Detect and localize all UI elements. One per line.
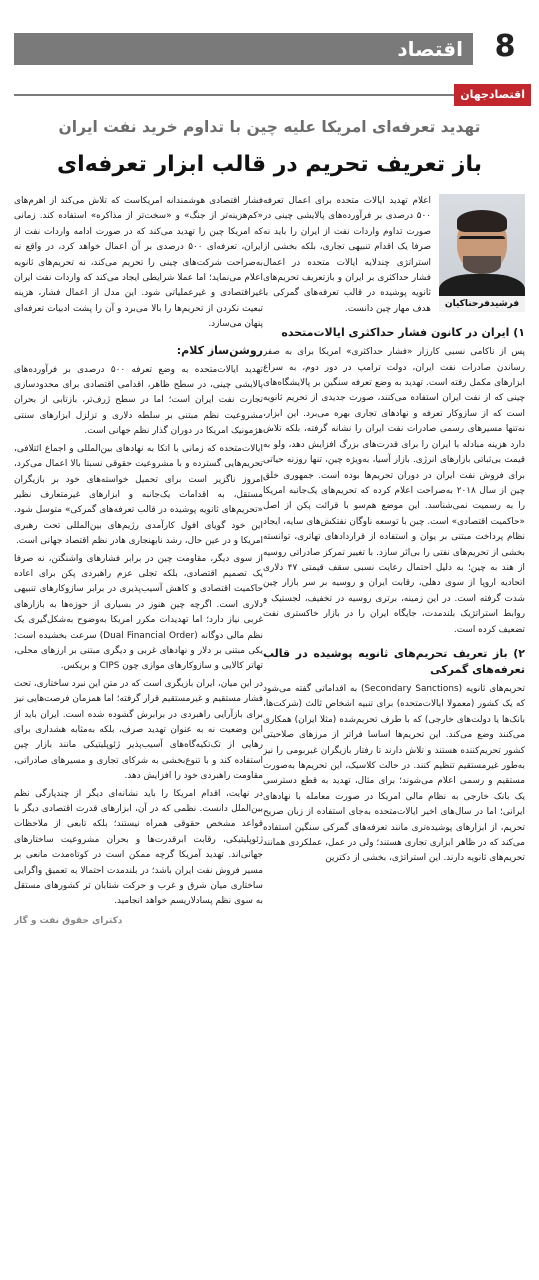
author-credential: دکترای حقوق نفت و گاز <box>14 915 123 926</box>
continued-paragraph: فشار اقتصادی هوشمندانه امریکاست که تلاش می‌کند از اهرم‌های «کم‌هزینه‌تر از جنگ» و «سخت‌تر از مذاکره» استفاده کند. زمانی که امریکا چین را تهدید می‌کند که در صورت ادامه واردات نفت از ایران، تعرفه‌ای ۵۰۰ درصدی بر آن اعمال خواهد کرد، در واقع نه به‌صراحت شرکت‌های چینی را تحریم می‌کند، نه تحریم‌های ثانویه اعلام می‌نماید؛ اما عملا شرایطی ایجاد می‌کند که واردات نفت ایران غیراقتصادی و غیرعملیاتی شود. این مدل از اعمال فشار، هزینه تبعیت نکردن از تحریم‌ها را بالا می‌برد و آن را پشت ادبیات تعرفه‌ای پنهان می‌سازد. <box>14 196 263 330</box>
author-beard <box>463 256 501 274</box>
page-header <box>14 22 531 72</box>
body-paragraph: در نهایت، اقدام امریکا را باید نشانه‌ای دیگر از چندپارگی نظم بین‌الملل دانست. نظمی که در آن، ابزارهای قدرت اقتصادی دیگر با قواعد مشخص حقوقی همراه نیستند؛ بلکه تابعی از ملاحظات ژئوپلیتیکی، رقابت ابرقدرت‌ها و بحران مشروعیت ساختارهای جهانی‌اند. تهدید آمریکا گرچه ممکن است در کوتاه‌مدت مانعی بر مسیر فروش نفت ایران باشد؛ در بلندمدت احتمالا به تعمیق واگرایی ساختاری میان شرق و غرب و حرکت شتابان تر کشورهای مستقل به سوی نظم پسادلاریسم خواهد انجامید. <box>14 788 263 907</box>
subheading-3: روشن‌ساز کلام: <box>176 343 263 357</box>
lede-paragraph: اعلام تهدید ایالات متحده برای اعمال تعرفه ۵۰۰ درصدی بر فرآورده‌های پالایشی چینی در صورت تداوم واردات نفت از ایران را باید نه صرفا یک اقدام تنبیهی تجاری، بلکه بخشی از استراتژی چندلایه ایالات متحده در اعمال فشار حداکثری بر ایران و بازتعریف تحریم‌های ثانویه پوشیده در قالب تعرفه‌های گمرکی با هدف مهار چین دانست. <box>263 196 431 314</box>
body-paragraph: تحریم‌های ثانویه (Secondary Sanctions) به اقداماتی گفته می‌شود که یک کشور (معمولا ایالات‌متحده) برای تنبیه اشخاص ثالث (شرکت‌ها، بانک‌ها یا دولت‌های خارجی) که با طرف تحریم‌شده (مثلا ایران) همکاری می‌کنند وضع می‌کند. این تحریم‌ها اساسا فراتر از مرزهای صلاحیتی کشور تحریم‌کننده هستند و تلاش دارند تا رفتار بازیگران غیربومی را نیز به‌طور غیرمستقیم تنظیم کنند. در حالت کلاسیک، این تحریم‌ها به‌صورت مستقیم و رسمی اعلام می‌شوند؛ برای مثال، تهدید به قطع دسترسی یک بانک خارجی به نظام مالی امریکا در صورت معامله با نهادهای ایرانی؛ اما در سال‌های اخیر ایالات‌متحده به‌جای استفاده از زبان صریح تحریم، از ابزارهای پوشیده‌تری مانند تعرفه‌های گمرکی سنگین استفاده می‌کند که در ظاهر ابزاری تجاری هستند؛ ولی در عمل، عملکردی همانند تحریم‌های ثانویه دارند. این استراتژی، بخشی از دکترین <box>263 683 525 864</box>
article-kicker: تهدید تعرفه‌ای امریکا علیه چین با تداوم خرید نفت ایران <box>58 118 481 136</box>
body-paragraph: پس از ناکامی نسبی کارزار «فشار حداکثری» امریکا برای به صفر رساندن صادرات نفت ایران، دولت ترامپ در دور دوم، به سراغ ابزارهای مکمل رفته است. تهدید به وضع تعرفه سنگین بر پالایشگاه‌های چینی که از نفت ایران استفاده می‌کنند، صورت جدیدی از تحریم ثانویه است که از سازوکار تعرفه و نهادهای تجاری بهره می‌برد. این ابزار، نه‌تنها مسیرهای رسمی صادرات نفت ایران را نشانه گرفته، بلکه تلاش دارد هزینه مبادله با ایران را برای قدرت‌های بزرگ افزایش دهد، ولو به قیمت بی‌ثباتی بازارهای انرژی. بازار آسیا، به‌ویژه چین، تنها روزنه حیاتی برای فروش نفت ایران در دوران تحریم‌ها بوده است. جمهوری خلق چین از سال ۲۰۱۸ به‌صراحت اعلام کرده که تحریم‌های یک‌جانبه امریکا را به رسمیت نمی‌شناسد. این موضع هم‌سو با قرائت پکن از اصل «حاکمیت اقتصادی» است. چین با توسعه ناوگان نفتکش‌های سایه، ایجاد نظام پرداخت مبتنی بر یوان و استفاده از قراردادهای تهاتری، توانسته بخشی از تحریم‌های نفتی را بی‌اثر سازد. با تغییر تمرکز صادراتی روسیه از هند به چین؛ به دلیل احتمال رعایت نسبی سقف قیمتی ۴۷ دلاری اتحادیه اروپا از سوی دهلی، رقابت ایران و روسیه بر سر بازار چین شدت گرفته است. در این زمینه، برتری روسیه در تخفیف، لجستیک و روابط استراتژیک بلندمدت، جایگاه ایران را در بازار خاکستری نفت تضعیف کرده است. <box>263 347 525 635</box>
subheading-2: ۲) باز تعریف تحریم‌های ثانویه پوشیده در قالب تعرفه‌های گمرکی <box>263 646 525 676</box>
author-name: فرشیدفرحناکیان <box>439 296 525 312</box>
subsection-label: اقتصادجهان <box>454 84 531 106</box>
right-column <box>263 194 525 1268</box>
body-paragraph: از سوی دیگر، مقاومت چین در برابر فشارهای واشنگتن، نه صرفا یک تصمیم اقتصادی، بلکه تجلی عزم راهبردی پکن برای اعاده حاکمیت اقتصادی و کاهش آسیب‌پذیری در برابر سازوکارهای تنبیهی دلاری است. اگرچه چین هنوز در بسیاری از حوزه‌ها به بازارهای غربی نیاز دارد؛ اما تهدیدات مکرر امریکا به‌وضوح به‌شکل‌گیری یک نظم مالی دوگانه (Dual Financial Order) سرعت بخشیده است: یکی مبتنی بر دلار و نهادهای غربی و دیگری مبتنی بر ارزهای محلی، تهاتر کالایی و سازوکارهای موازی چون CIPS و بریکس. <box>14 553 263 672</box>
body-paragraph: ایالات‌متحده که زمانی با اتکا به نهادهای بین‌المللی و اجماع ائتلافی، تحریم‌هایی گسترده و با مشروعیت حقوقی نسبتا بالا اعمال می‌کرد، امروز ناگزیر است برای تحمیل خواسته‌های خود بر بازیگران مستقل، به اقدامات یک‌جانبه و ابزارهای غیرمتعارف نظیر «تحریم‌های ثانویه پوشیده در قالب تعرفه‌های گمرکی» متوسل شود. این خود گویای افول کارآمدی رژیم‌های بین‌المللی تحت رهبری امریکا و در عین حال، رشد نابهنجاری هادر نظم اقتصاد جهانی است. <box>14 443 263 547</box>
article-headline: باز تعریف تحریم در قالب ابزار تعرفه‌ای <box>57 152 482 177</box>
glasses-icon <box>459 236 505 246</box>
author-photo <box>439 194 525 312</box>
subsection-row <box>14 84 531 106</box>
body-paragraph: تهدید ایالات‌متحده به وضع تعرفه ۵۰۰ درصدی بر فرآورده‌های پالایشی چینی، در سطح ظاهر، اقدامی اقتصادی برای محدودسازی تجارت نفت ایران است؛ اما در سطح ژرف‌تر، بازتابی از بحران مشروعیت نظم مبتنی بر سلطه دلاری و تزلزل ابزارهای سنتی هژمونیک امریکا در دوران گذار نظم جهانی است. <box>14 364 263 437</box>
page-number: 8 <box>494 29 516 64</box>
left-column <box>14 194 263 1268</box>
author-hair <box>457 210 507 232</box>
body-paragraph: در این میان، ایران بازیگری است که در متن این نبرد ساختاری، تحت فشار مستقیم و غیرمستقیم قرار گرفته؛ اما همزمان فرصت‌هایی نیز برای بازآرایی راهبردی در برابرش گشوده شده است. ایران باید از این وضعیت نه به عنوان تهدید صرف، بلکه به‌مثابه هشداری برای رهایی از تک‌تکیه‌گاه‌های آسیب‌پذیر ژئوپلیتیکی مانند بازار چین استفاده کند و با تنوع‌بخشی به شرکای تجاری و مسیرهای صادراتی، مقاومت راهبردی خود را افزایش دهد. <box>14 678 263 782</box>
subheading-1: ۱) ایران در کانون فشار حداکثری ایالات‌متحده <box>281 326 525 340</box>
section-title: اقتصاد <box>397 37 463 61</box>
